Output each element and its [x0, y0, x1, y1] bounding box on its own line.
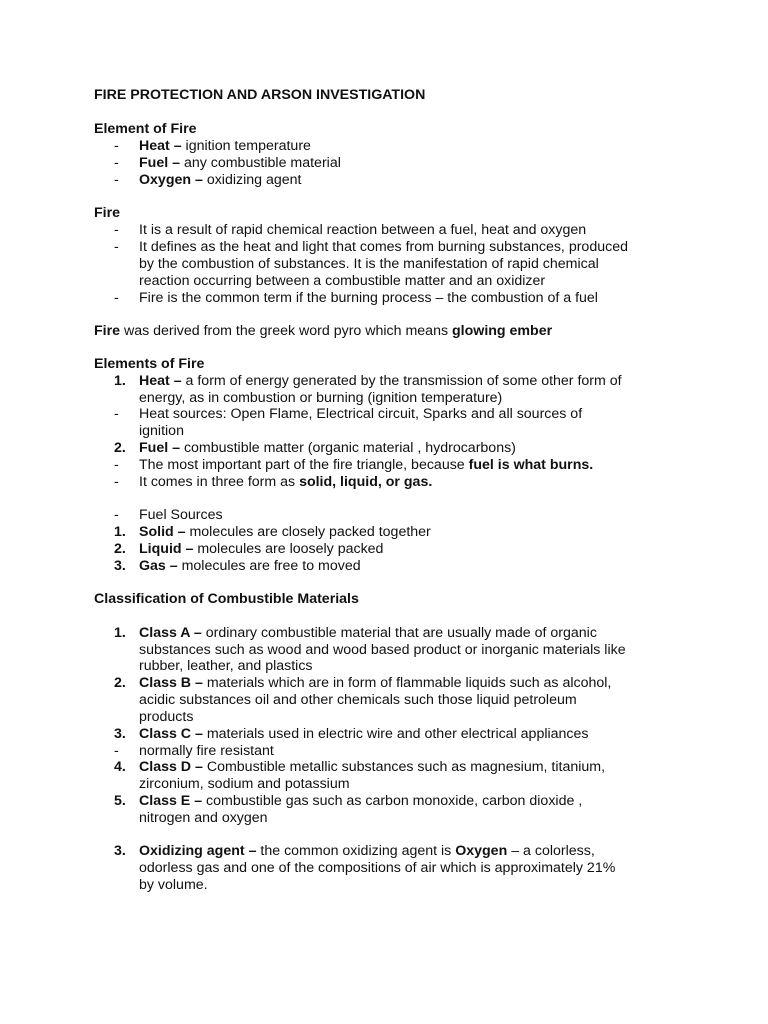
list-item — [139, 474, 432, 491]
list-item — [139, 457, 593, 474]
list-item-text: combustible gas such as carbon monoxide, carbon dioxide , — [202, 793, 583, 809]
list-item-text: molecules are free to moved — [177, 558, 361, 574]
list-item-term: Class A – — [139, 625, 202, 641]
list-item-line: products — [139, 709, 194, 725]
list-item-line: zirconium, sodium and potassium — [139, 776, 350, 792]
list-item-term: Gas – — [139, 558, 178, 574]
list-marker: - — [114, 457, 119, 473]
list-item: Fuel Sources — [139, 507, 223, 523]
list-item-text: molecules are loosely packed — [193, 541, 384, 557]
list-number: 1. — [114, 373, 126, 389]
list-item-line: Heat sources: Open Flame, Electrical circuit, Sparks and all sources of — [139, 406, 583, 422]
list-item-text: combustible matter (organic material , hydrocarbons) — [180, 440, 516, 456]
list-item — [139, 373, 622, 390]
list-item-text: materials used in electric wire and other electrical appliances — [202, 726, 589, 742]
list-item-term: Class B – — [139, 675, 203, 691]
list-item-text: a form of energy generated by the transmission of some other form of — [181, 373, 622, 389]
list-item — [139, 558, 361, 575]
list-item — [139, 172, 301, 189]
list-marker: - — [114, 290, 119, 306]
list-item-text: Combustible metallic substances such as magnesium, titanium, — [202, 759, 606, 775]
list-marker: - — [114, 172, 119, 188]
list-item-text: any combustible material — [180, 155, 341, 171]
list-item-line: energy, as in combustion or burning (ignition temperature) — [139, 390, 503, 406]
list-number: 5. — [114, 793, 126, 809]
bold-term: fuel is what burns. — [468, 457, 594, 473]
list-marker: - — [114, 138, 119, 154]
list-item-term: Oxidizing agent – — [139, 843, 257, 859]
section-heading-elements-of-fire: Elements of Fire — [94, 356, 205, 372]
list-item-line: ignition — [139, 423, 184, 439]
section-heading-classification: Classification of Combustible Materials — [94, 591, 359, 607]
list-item-text: ordinary combustible material that are usually made of organic — [201, 625, 597, 641]
list-item-line: rubber, leather, and plastics — [139, 658, 313, 674]
list-number: 3. — [114, 726, 126, 742]
list-item-term: Solid – — [139, 524, 186, 540]
list-item-line: by the combustion of substances. It is the manifestation of rapid chemical — [139, 256, 599, 272]
list-item-text: It comes in three form as — [139, 474, 300, 490]
list-item: It is a result of rapid chemical reaction between a fuel, heat and oxygen — [139, 222, 587, 238]
list-item-text: the common oxidizing agent is — [256, 843, 456, 859]
list-item-line: nitrogen and oxygen — [139, 810, 268, 826]
list-number: 2. — [114, 440, 126, 456]
list-item-line: reaction occurring between a combustible matter and an oxidizer — [139, 273, 546, 289]
list-marker: - — [114, 239, 119, 255]
list-item: Fire is the common term if the burning process – the combustion of a fuel — [139, 290, 598, 306]
list-item-term: Fuel – — [139, 440, 180, 456]
list-item: normally fire resistant — [139, 743, 274, 759]
list-item — [139, 843, 595, 860]
list-item-line: substances such as wood and wood based product or inorganic materials like — [139, 642, 626, 658]
list-item — [139, 726, 589, 743]
list-item — [139, 541, 383, 558]
list-marker: - — [114, 743, 119, 759]
paragraph-text: was derived from the greek word pyro which means — [120, 323, 453, 339]
list-item-line: acidic substances oil and other chemicals such those liquid petroleum — [139, 692, 577, 708]
list-number: 2. — [114, 675, 126, 691]
section-heading-fire: Fire — [94, 205, 121, 221]
list-marker: - — [114, 507, 119, 523]
section-heading-element-of-fire: Element of Fire — [94, 121, 197, 137]
list-number: 4. — [114, 759, 126, 775]
list-item-line: by volume. — [139, 877, 208, 893]
list-item — [139, 138, 311, 155]
list-item — [139, 625, 597, 642]
list-item-text: oxidizing agent — [202, 172, 302, 188]
list-item-line: It defines as the heat and light that comes from burning substances, produced — [139, 239, 628, 255]
bold-term: Oxygen — [455, 843, 508, 859]
bold-term: glowing ember — [452, 323, 553, 339]
list-number: 3. — [114, 558, 126, 574]
list-number: 2. — [114, 541, 126, 557]
list-marker: - — [114, 155, 119, 171]
list-item-term: Heat – — [139, 138, 182, 154]
paragraph-pyro — [94, 323, 552, 340]
list-item — [139, 155, 341, 172]
list-marker: - — [114, 222, 119, 238]
list-item-term: Oxygen – — [139, 172, 203, 188]
list-item-text: ignition temperature — [181, 138, 311, 154]
list-item-text: materials which are in form of flammable liquids such as alcohol, — [202, 675, 612, 691]
list-item-text: molecules are closely packed together — [185, 524, 431, 540]
list-item-term: Class C – — [139, 726, 203, 742]
list-number: 1. — [114, 625, 126, 641]
list-marker: - — [114, 474, 119, 490]
list-item — [139, 793, 582, 810]
list-item-term: Class E – — [139, 793, 203, 809]
list-item-term: Liquid – — [139, 541, 194, 557]
list-item-term: Fuel – — [139, 155, 180, 171]
list-number: 3. — [114, 843, 126, 859]
list-item-term: Class D – — [139, 759, 203, 775]
list-marker: - — [114, 406, 119, 422]
list-item — [139, 759, 605, 776]
list-item-text: The most important part of the fire triangle, because — [139, 457, 469, 473]
list-item-text: – a colorless, — [507, 843, 595, 859]
list-item-term: Heat – — [139, 373, 182, 389]
document-title: FIRE PROTECTION AND ARSON INVESTIGATION — [94, 87, 426, 103]
list-item — [139, 675, 611, 692]
bold-term: Fire — [94, 323, 121, 339]
list-item-line: odorless gas and one of the compositions of air which is approximately 21% — [139, 860, 616, 876]
bold-term: solid, liquid, or gas. — [299, 474, 433, 490]
list-number: 1. — [114, 524, 126, 540]
list-item — [139, 440, 516, 457]
list-item — [139, 524, 431, 541]
